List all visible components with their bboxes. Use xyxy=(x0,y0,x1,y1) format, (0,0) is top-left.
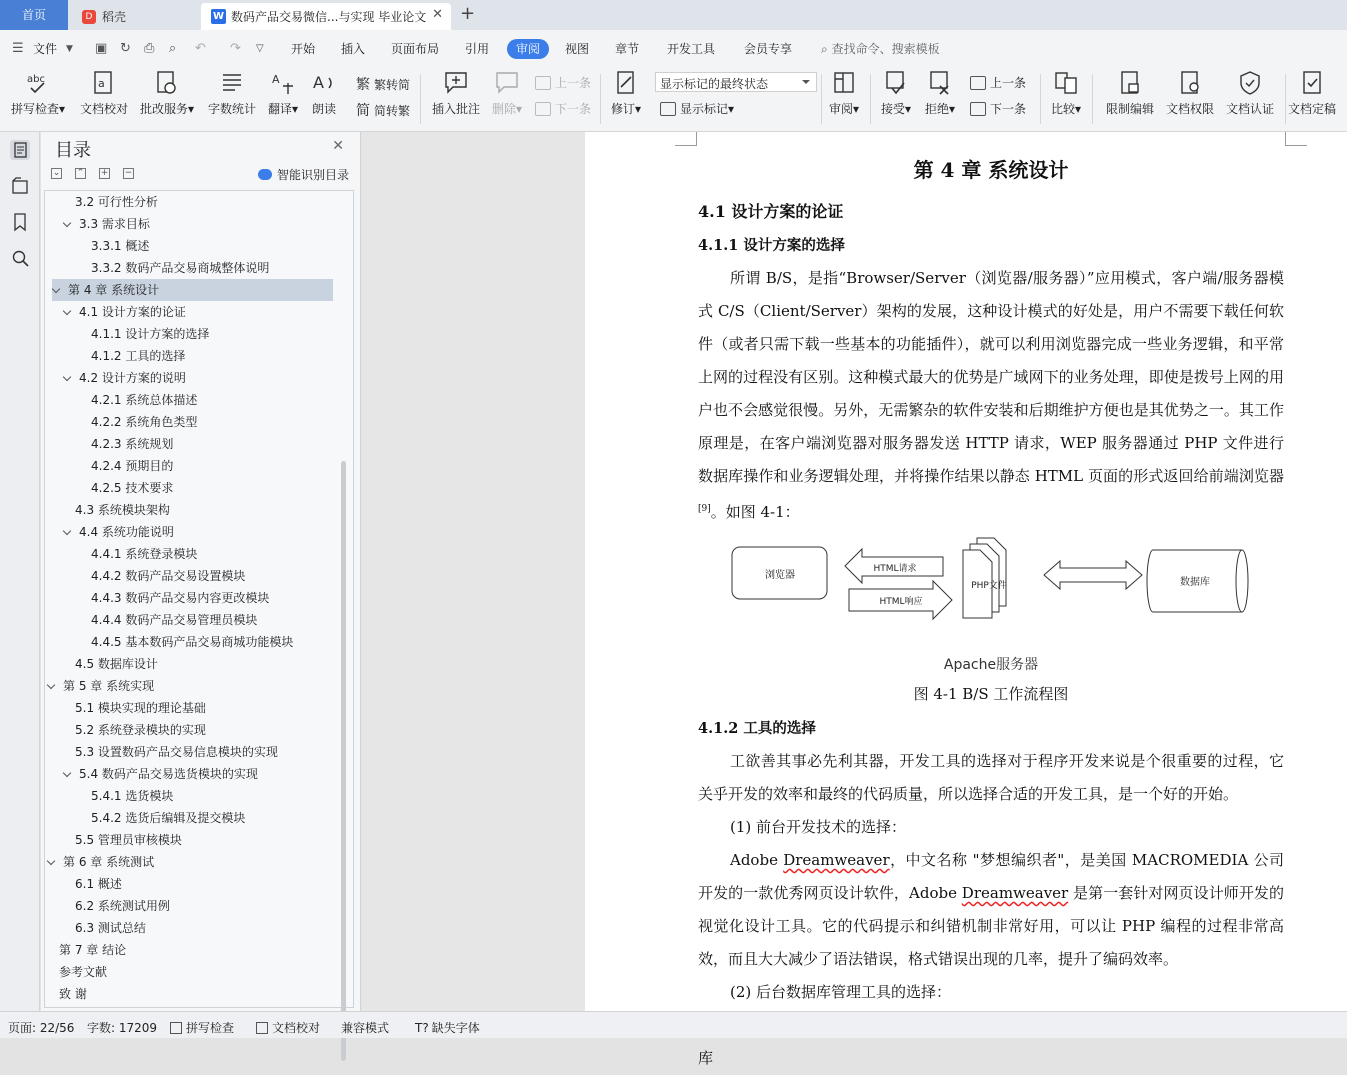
search-placeholder: 查找命令、搜索模板 xyxy=(831,42,940,56)
chevron-down-icon[interactable] xyxy=(63,372,73,382)
toc-item[interactable] xyxy=(75,719,206,741)
next-comment-label: 下一条 xyxy=(555,102,592,116)
smart-toc-button[interactable] xyxy=(258,166,349,183)
reject-icon xyxy=(928,70,952,96)
dw-word-2: Dreamweaver xyxy=(961,884,1069,902)
toc-title: 目录 xyxy=(55,140,91,161)
chevron-down-icon[interactable] xyxy=(63,768,73,778)
citation-ref[interactable]: [9] xyxy=(698,504,711,514)
toc-item[interactable] xyxy=(75,873,122,895)
paragraph-backend: (2) 后台数据库管理工具的选择： xyxy=(730,983,952,1001)
translate-label: 翻译 xyxy=(267,102,292,116)
doc-proof-button[interactable] xyxy=(77,70,131,117)
toc-item-label: 5.2 系统登录模块的实现 xyxy=(75,723,206,737)
bidirectional-arrow xyxy=(1044,561,1142,589)
compat-mode[interactable]: 兼容模式 xyxy=(341,1021,390,1035)
toc-item-label: 4.4.2 数码产品交易设置模块 xyxy=(91,569,246,583)
track-changes-icon xyxy=(614,70,638,96)
toc-item[interactable] xyxy=(75,191,158,213)
toc-item[interactable] xyxy=(59,983,87,1005)
toc-item-label: 6.2 系统测试用例 xyxy=(75,899,170,913)
restrict-editing-label: 限制编辑 xyxy=(1105,102,1154,116)
reject-label: 拒绝 xyxy=(924,102,949,116)
heading-4-1-2: 4.1.2 工具的选择 xyxy=(698,720,816,737)
toc-item-label: 6.3 测试总结 xyxy=(75,921,146,935)
toc-item-label: 第 5 章 系统实现 xyxy=(63,679,155,693)
toc-item-label: 5.5 管理员审核模块 xyxy=(75,833,182,847)
spell-check-status-icon xyxy=(170,1022,182,1034)
prev-comment-icon xyxy=(535,76,551,90)
writer-icon: W xyxy=(212,11,225,22)
toc-item[interactable] xyxy=(91,477,173,499)
toc-panel xyxy=(41,132,361,1011)
toc-item[interactable] xyxy=(91,565,245,587)
word-count-button[interactable] xyxy=(205,70,259,117)
toc-panel-icon[interactable] xyxy=(10,140,30,160)
doc-proof-label: 文档校对 xyxy=(79,102,128,116)
toc-item[interactable] xyxy=(91,543,197,565)
toc-item-label: 4.4.3 数码产品交易内容更改模块 xyxy=(91,591,270,605)
toc-item-label: 4.2.1 系统总体描述 xyxy=(91,393,198,407)
document-body[interactable] xyxy=(698,152,1284,1075)
smart-toc-label: 智能识别目录 xyxy=(276,168,349,182)
export-icon[interactable]: ↻ xyxy=(120,41,131,56)
compare-icon xyxy=(1054,70,1078,96)
chevron-down-icon[interactable] xyxy=(47,856,57,866)
doc-certify-label: 文档认证 xyxy=(1225,102,1274,116)
toc-list xyxy=(44,190,354,1008)
reject-button[interactable]: 拒绝▾ xyxy=(922,70,958,117)
simp-icon: 简 xyxy=(356,103,370,119)
word-count-icon xyxy=(220,70,244,96)
toc-item[interactable] xyxy=(75,697,206,719)
toc-item[interactable] xyxy=(52,279,333,301)
delete-comment-button[interactable]: 删除▾ xyxy=(489,70,525,117)
toc-item[interactable] xyxy=(63,301,186,323)
prev-change-label: 上一条 xyxy=(990,76,1027,90)
toc-item[interactable] xyxy=(91,257,269,279)
toc-item-label: 第 7 章 结论 xyxy=(59,943,127,957)
chevron-down-icon[interactable] xyxy=(52,284,62,294)
collapse-all-icon[interactable]: ⌄ xyxy=(52,168,61,178)
compare-label: 比较 xyxy=(1050,102,1075,116)
review-ribbon xyxy=(0,68,1347,132)
menu-reference[interactable]: 引用 xyxy=(465,42,490,56)
toc-item-label: 5.1 模块实现的理论基础 xyxy=(75,701,206,715)
dw-text-a: Adobe xyxy=(730,851,784,869)
toc-item[interactable] xyxy=(75,895,170,917)
toc-item-label: 4.2.2 系统角色类型 xyxy=(91,415,198,429)
figure-caption: 图 4-1 B/S 工作流程图 xyxy=(913,685,1069,703)
chapter-heading: 第 4 章 系统设计 xyxy=(913,158,1069,182)
doc-finalize-label: 文档定稿 xyxy=(1287,102,1336,116)
dw-word: Dreamweaver xyxy=(783,851,890,869)
toc-item[interactable] xyxy=(91,609,257,631)
toc-item[interactable] xyxy=(91,389,197,411)
toc-item-label: 4.4.4 数码产品交易管理员模块 xyxy=(91,613,258,627)
toc-item[interactable] xyxy=(75,499,170,521)
menu-member[interactable]: 会员专享 xyxy=(744,42,793,56)
chevron-down-icon[interactable] xyxy=(63,306,73,316)
track-changes-label: 修订 xyxy=(610,102,635,116)
menu-chapter[interactable]: 章节 xyxy=(615,42,640,56)
bs-flow-figure xyxy=(698,533,1284,651)
toc-item-label: 5.3 设置数码产品交易信息模块的实现 xyxy=(75,745,278,759)
comment-delete-icon xyxy=(495,70,519,96)
redo-icon[interactable]: ↷ xyxy=(230,41,241,56)
status-bar xyxy=(0,1011,1347,1038)
paragraph-navicat: 库 xyxy=(698,1049,714,1067)
chevron-down-icon[interactable] xyxy=(63,218,73,228)
dw-text-c: 是第一套针对网页设计师开发的视觉化设计工具。它的代码提示和纠错机制非常好用，可以让 PHP 编程的过程非常高效，而且大大减少了语法错误，格式错误出现的几率，提升了编码效率。 xyxy=(698,884,1284,968)
doc-permission-button[interactable] xyxy=(1162,70,1218,117)
restrict-editing-button[interactable] xyxy=(1102,70,1158,117)
corner-mark xyxy=(1285,132,1307,146)
delete-comment-label: 删除 xyxy=(491,102,516,116)
to-traditional-label: 繁转简 xyxy=(374,77,411,92)
print-icon[interactable]: ⎙ xyxy=(144,41,155,56)
to-traditional-button[interactable] xyxy=(356,74,410,94)
toc-item-label: 5.4.1 选货模块 xyxy=(91,789,174,803)
insert-comment-label: 插入批注 xyxy=(431,102,480,116)
review-pane-label: 审阅 xyxy=(828,102,853,116)
toc-scrollbar[interactable] xyxy=(341,461,346,1061)
lock-icon xyxy=(1118,70,1142,96)
show-markup-button[interactable]: 显示标记 ▾ xyxy=(660,100,734,117)
docer-icon: D xyxy=(82,10,96,24)
tab-document-label: 数码产品交易微信...与实现 毕业论文 xyxy=(231,10,427,24)
tab-bar xyxy=(0,0,1347,30)
doc-permission-label: 文档权限 xyxy=(1165,102,1214,116)
svg-text:abc: abc xyxy=(27,74,45,85)
ai-icon xyxy=(258,169,272,180)
review-pane-button[interactable]: 审阅▾ xyxy=(826,70,862,117)
permission-icon xyxy=(1178,70,1202,96)
menu-view[interactable]: 视图 xyxy=(565,42,590,56)
show-markup-icon xyxy=(660,102,676,116)
toc-item[interactable] xyxy=(91,455,173,477)
prev-change-button[interactable] xyxy=(970,74,1026,91)
display-mode-select[interactable]: 显示标记的最终状态 xyxy=(655,72,817,92)
word-count-label: 字数统计 xyxy=(207,102,256,116)
toc-item-label: 4.1 设计方案的论证 xyxy=(79,305,186,319)
to-simplified-label: 简转繁 xyxy=(374,103,411,118)
toc-item[interactable] xyxy=(63,763,258,785)
toc-item-label: 4.2.4 预期目的 xyxy=(91,459,174,473)
document-page[interactable] xyxy=(585,132,1347,1067)
toc-item-label: 3.2 可行性分析 xyxy=(75,195,158,209)
tab-document[interactable] xyxy=(201,3,451,30)
toc-item-label: 4.3 系统模块架构 xyxy=(75,503,170,517)
close-icon[interactable]: ✕ xyxy=(332,138,344,154)
paragraph-bs-text: 所谓 B/S，是指“Browser/Server（浏览器/服务器）”应用模式，客户端/服务器模式 C/S（Client/Server）架构的发展，这种设计模式的好处是，用户不需要下载任何软件（或者只需下载一些基本的功能插件），就可以利用浏览器完成一些业务逻辑，和平常上网的过程没有区别。这种模式最大的优势是广域网下的业务处理，即使是拨号上网的用户也不会感觉很慢。另外，无需繁杂的软件安装和后期维护方便也是其优势之一。其工作原理是，在客户端浏览器对服务器发送 HTTP 请求，WEP 服务器通过 PHP 文件进行数据库操作和业务逻辑处理，并将操作结果以静态 HTML 页面的形式返回给前端浏览器 xyxy=(698,269,1284,485)
search-icon: ⌕ xyxy=(821,42,828,56)
chapter-nav-icon[interactable] xyxy=(10,176,30,196)
page-indicator[interactable]: 页面: 22/56 xyxy=(8,1021,75,1035)
toc-item[interactable] xyxy=(75,917,146,939)
to-simplified-button[interactable] xyxy=(356,100,410,120)
batch-service-label: 批改服务 xyxy=(139,102,188,116)
menu-bar xyxy=(0,30,1347,68)
toc-item-label: 3.3 需求目标 xyxy=(79,217,150,231)
shield-icon xyxy=(1238,70,1262,96)
find-icon[interactable] xyxy=(10,248,30,268)
toc-item-label: 致 谢 xyxy=(59,987,87,1001)
toc-item[interactable] xyxy=(47,675,154,697)
svg-text:A: A xyxy=(313,73,324,92)
accept-icon xyxy=(884,70,908,96)
toc-item-label: 4.2.5 技术要求 xyxy=(91,481,174,495)
chevron-down-icon[interactable] xyxy=(63,526,73,536)
batch-service-icon xyxy=(155,70,179,96)
missing-font-icon: T? xyxy=(415,1020,429,1035)
database-label: 数据库 xyxy=(1180,577,1210,588)
comment-add-icon xyxy=(444,70,468,96)
toc-item[interactable] xyxy=(91,323,209,345)
toc-item[interactable] xyxy=(63,367,186,389)
paragraph-bs-tail: 。如图 4-1： xyxy=(710,503,800,521)
next-change-button[interactable] xyxy=(970,100,1026,117)
prev-comment-button[interactable] xyxy=(535,74,591,91)
request-label: HTML请求 xyxy=(873,564,917,574)
svg-text:a: a xyxy=(98,77,105,90)
translate-button[interactable]: A 翻译▾ xyxy=(265,70,301,117)
proofread-icon xyxy=(92,70,116,96)
missing-fonts[interactable] xyxy=(415,1019,480,1036)
next-change-label: 下一条 xyxy=(990,102,1027,116)
close-tab-icon[interactable]: ✕ xyxy=(432,7,443,22)
toc-item[interactable] xyxy=(91,587,269,609)
save-icon[interactable]: ▣ xyxy=(95,41,108,56)
toc-item[interactable] xyxy=(75,829,182,851)
toc-item-label: 4.5 数据库设计 xyxy=(75,657,158,671)
toc-item-label: 6.1 概述 xyxy=(75,877,122,891)
insert-comment-button[interactable] xyxy=(429,70,483,117)
word-count-indicator[interactable]: 字数: 17209 xyxy=(87,1021,158,1035)
compare-button[interactable]: 比较▾ xyxy=(1048,70,1084,117)
finalize-icon xyxy=(1300,70,1324,96)
chevron-down-icon[interactable] xyxy=(47,680,57,690)
remove-level-icon[interactable]: − xyxy=(124,168,133,178)
status-proof-label: 文档校对 xyxy=(272,1021,321,1035)
menu-start[interactable]: 开始 xyxy=(291,42,316,56)
missing-fonts-label: 缺失字体 xyxy=(431,1021,480,1035)
customize-icon[interactable]: ▽ xyxy=(256,43,264,54)
svg-text:A: A xyxy=(272,73,280,86)
toc-item-label: 第 6 章 系统测试 xyxy=(63,855,155,869)
accept-button[interactable]: 接受▾ xyxy=(878,70,914,117)
paragraph-dreamweaver xyxy=(698,844,1284,976)
next-change-icon xyxy=(970,102,986,116)
read-aloud-button[interactable] xyxy=(308,70,340,117)
print-preview-icon[interactable]: ⌕ xyxy=(169,41,177,56)
toc-item[interactable] xyxy=(59,961,107,983)
heading-4-1: 4.1 设计方案的论证 xyxy=(698,202,844,221)
toc-item[interactable] xyxy=(91,433,173,455)
toc-item-label: 4.4 系统功能说明 xyxy=(79,525,174,539)
command-search[interactable] xyxy=(821,40,940,57)
menu-review[interactable]: 审阅 xyxy=(507,39,549,59)
trad-icon: 繁 xyxy=(356,77,370,93)
track-changes-button[interactable]: 修订▾ xyxy=(608,70,644,117)
show-markup-label: 显示标记 xyxy=(680,102,729,116)
proof-status-icon xyxy=(256,1022,268,1034)
undo-icon[interactable]: ↶ xyxy=(195,41,206,56)
toc-item-label: 参考文献 xyxy=(59,965,108,979)
toc-item[interactable] xyxy=(91,411,197,433)
toc-item-label: 4.2 设计方案的说明 xyxy=(79,371,186,385)
next-comment-icon xyxy=(535,102,551,116)
translate-icon xyxy=(271,70,295,96)
review-pane-icon xyxy=(832,70,856,96)
toc-item-label: 4.1.1 设计方案的选择 xyxy=(91,327,210,341)
toc-item[interactable] xyxy=(91,631,293,653)
status-spell-check[interactable] xyxy=(170,1019,234,1036)
toc-item-label: 5.4.2 选货后编辑及提交模块 xyxy=(91,811,246,825)
toc-item-label: 4.4.5 基本数码产品交易商城功能模块 xyxy=(91,635,294,649)
browser-label: 浏览器 xyxy=(765,570,795,581)
prev-comment-label: 上一条 xyxy=(555,76,592,90)
heading-4-1-1: 4.1.1 设计方案的选择 xyxy=(698,237,845,254)
toc-item-label: 4.4.1 系统登录模块 xyxy=(91,547,198,561)
php-label: PHP文件 xyxy=(971,581,1007,591)
status-spell-label: 拼写检查 xyxy=(186,1021,235,1035)
read-aloud-icon xyxy=(312,70,336,96)
response-label: HTML响应 xyxy=(879,597,923,607)
new-tab-icon[interactable]: + xyxy=(460,3,476,24)
toc-item[interactable] xyxy=(75,741,278,763)
paragraph-tools: 工欲善其事必先利其器，开发工具的选择对于程序开发来说是个很重要的过程，它关乎开发的效率和最终的代码质量，所以选择合适的开发工具，是一个好的开始。 xyxy=(698,752,1284,803)
status-doc-proof[interactable] xyxy=(256,1019,320,1036)
doc-certify-button[interactable] xyxy=(1222,70,1278,117)
paragraph-frontend: (1) 前台开发技术的选择： xyxy=(730,818,907,836)
toc-item[interactable] xyxy=(63,213,150,235)
doc-finalize-button[interactable] xyxy=(1284,70,1340,117)
dw-text-b: ，中文名称 "梦想编织者"，是美国 MACROMEDIA 公司开发的一款优秀网页设计软件，Adobe xyxy=(698,851,1284,902)
toc-item[interactable] xyxy=(75,653,158,675)
toc-item[interactable] xyxy=(63,521,174,543)
menu-layout[interactable]: 页面布局 xyxy=(391,42,440,56)
accept-label: 接受 xyxy=(880,102,905,116)
prev-change-icon xyxy=(970,76,986,90)
toc-item[interactable] xyxy=(47,851,154,873)
spell-check-button[interactable]: abc 拼写检查▾ xyxy=(8,70,68,117)
toc-item[interactable] xyxy=(91,235,149,257)
bookmark-icon[interactable] xyxy=(10,212,30,232)
batch-service-button[interactable]: 批改服务▾ xyxy=(137,70,197,117)
tab-docer-label: 稻壳 xyxy=(102,10,127,24)
toc-item-label: 5.4 数码产品交易选货模块的实现 xyxy=(79,767,258,781)
paragraph-bs xyxy=(698,262,1284,529)
add-level-icon[interactable]: + xyxy=(100,168,109,178)
toc-item-label: 第 4 章 系统设计 xyxy=(68,283,160,297)
hamburger-icon[interactable]: ☰ xyxy=(12,41,24,56)
menu-devtools[interactable]: 开发工具 xyxy=(667,42,716,56)
left-rail xyxy=(0,132,40,1011)
menu-insert[interactable]: 插入 xyxy=(341,42,366,56)
toc-item-label: 4.2.3 系统规划 xyxy=(91,437,174,451)
toc-item[interactable] xyxy=(91,785,173,807)
expand-up-icon[interactable]: ⌃ xyxy=(76,168,85,178)
apache-label: Apache服务器 xyxy=(943,657,1039,673)
toc-item[interactable] xyxy=(91,345,185,367)
menu-file[interactable]: 文件 xyxy=(33,42,58,56)
chevron-down-icon[interactable]: ▼ xyxy=(66,44,73,54)
next-comment-button[interactable] xyxy=(535,100,591,117)
toc-item-label: 4.1.2 工具的选择 xyxy=(91,349,186,363)
tab-home[interactable]: 首页 xyxy=(0,0,68,30)
tab-docer[interactable] xyxy=(72,3,197,30)
spell-check-label: 拼写检查 xyxy=(10,102,59,116)
toc-item-label: 3.3.2 数码产品交易商城整体说明 xyxy=(91,261,270,275)
read-aloud-label: 朗读 xyxy=(311,102,336,116)
toc-item-label: 3.3.1 概述 xyxy=(91,239,150,253)
toc-item[interactable] xyxy=(59,939,126,961)
toc-item[interactable] xyxy=(91,807,245,829)
corner-mark xyxy=(675,132,697,146)
spell-check-icon xyxy=(26,70,50,96)
